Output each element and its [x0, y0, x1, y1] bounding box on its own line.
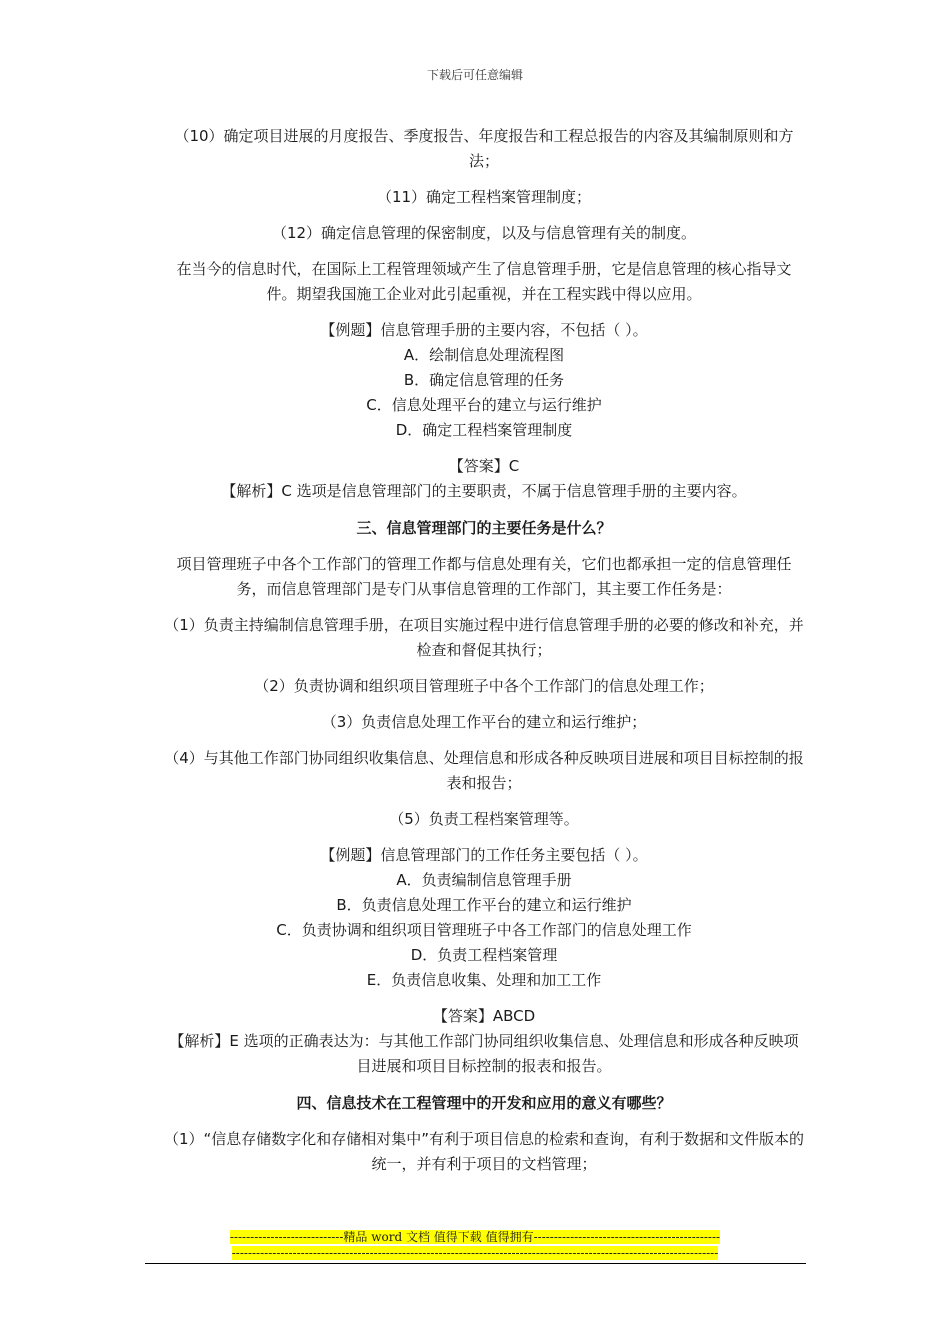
paragraph-dept: 项目管理班子中各个工作部门的管理工作都与信息处理有关，它们也都承担一定的信息管理任务，而信息管理部门是专门从事信息管理的工作部门，其主要工作任务是：: [176, 555, 792, 598]
document-body: [163, 124, 805, 1177]
example1-question: 【例题】信息管理手册的主要内容，不包括（ ）。: [320, 321, 648, 339]
significance-1: （1）“信息存储数字化和存储相对集中”有利于项目信息的检索和查询，有利于数据和文件版本的统一，并有利于项目的文档管理；: [163, 1130, 805, 1173]
example1-option-c: C．信息处理平台的建立与运行维护: [366, 396, 602, 414]
footer-dash-text: ------------------------------------------------------------------------------------------------------------------------: [231, 1246, 719, 1260]
paragraph-manual: 在当今的信息时代，在国际上工程管理领域产生了信息管理手册，它是信息管理的核心指导文件。期望我国施工企业对此引起重视，并在工程实践中得以应用。: [176, 260, 792, 303]
task-3: （3）负责信息处理工作平台的建立和运行维护；: [321, 713, 647, 731]
example1-option-a: A．绘制信息处理流程图: [403, 346, 565, 364]
example1-option-b: B．确定信息管理的任务: [403, 371, 565, 389]
example2-option-e: E．负责信息收集、处理和加工工作: [366, 971, 602, 989]
task-5: （5）负责工程档案管理等。: [389, 810, 579, 828]
example2-option-b: B．负责信息处理工作平台的建立和运行维护: [336, 896, 632, 914]
page-header: 下载后可任意编辑: [426, 68, 523, 82]
task-4: （4）与其他工作部门协同组织收集信息、处理信息和形成各种反映项目进展和项目目标控制的报表和报告；: [164, 749, 804, 792]
example2-option-c: C．负责协调和组织项目管理班子中各工作部门的信息处理工作: [276, 921, 692, 939]
example2-answer: 【答案】ABCD: [432, 1007, 536, 1025]
item-11: （11）确定工程档案管理制度；: [376, 188, 592, 206]
item-10: （10）确定项目进展的月度报告、季度报告、年度报告和工程总报告的内容及其编制原则和方法；: [174, 127, 794, 170]
section-heading-3: 三、信息管理部门的主要任务是什么？: [356, 519, 612, 537]
example2-option-d: D．负责工程档案管理: [410, 946, 558, 964]
example2-option-a: A．负责编制信息管理手册: [396, 871, 572, 889]
footer-banner: [0, 1229, 950, 1245]
task-1: （1）负责主持编制信息管理手册，在项目实施过程中进行信息管理手册的必要的修改和补充，并检查和督促其执行；: [164, 616, 804, 659]
example1-option-d: D．确定工程档案管理制度: [395, 421, 573, 439]
task-2: （2）负责协调和组织项目管理班子中各个工作部门的信息处理工作；: [254, 677, 714, 695]
section-heading-4: 四、信息技术在工程管理中的开发和应用的意义有哪些？: [296, 1094, 672, 1112]
example2-question: 【例题】信息管理部门的工作任务主要包括（ ）。: [320, 846, 648, 864]
example2-analysis: 【解析】E 选项的正确表达为：与其他工作部门协同组织收集信息、处理信息和形成各种反映项目进展和项目目标控制的报表和报告。: [169, 1032, 799, 1075]
footer-dash-line: [0, 1245, 950, 1261]
footer-rule: [145, 1263, 806, 1264]
item-12: （12）确定信息管理的保密制度，以及与信息管理有关的制度。: [271, 224, 697, 242]
footer-banner-text: ----------------------------精品 word 文档 值得下载 值得拥有----------------------------------------------: [229, 1230, 721, 1244]
example1-answer: 【答案】C: [448, 457, 520, 475]
example1-analysis: 【解析】C 选项是信息管理部门的主要职责，不属于信息管理手册的主要内容。: [221, 482, 747, 500]
